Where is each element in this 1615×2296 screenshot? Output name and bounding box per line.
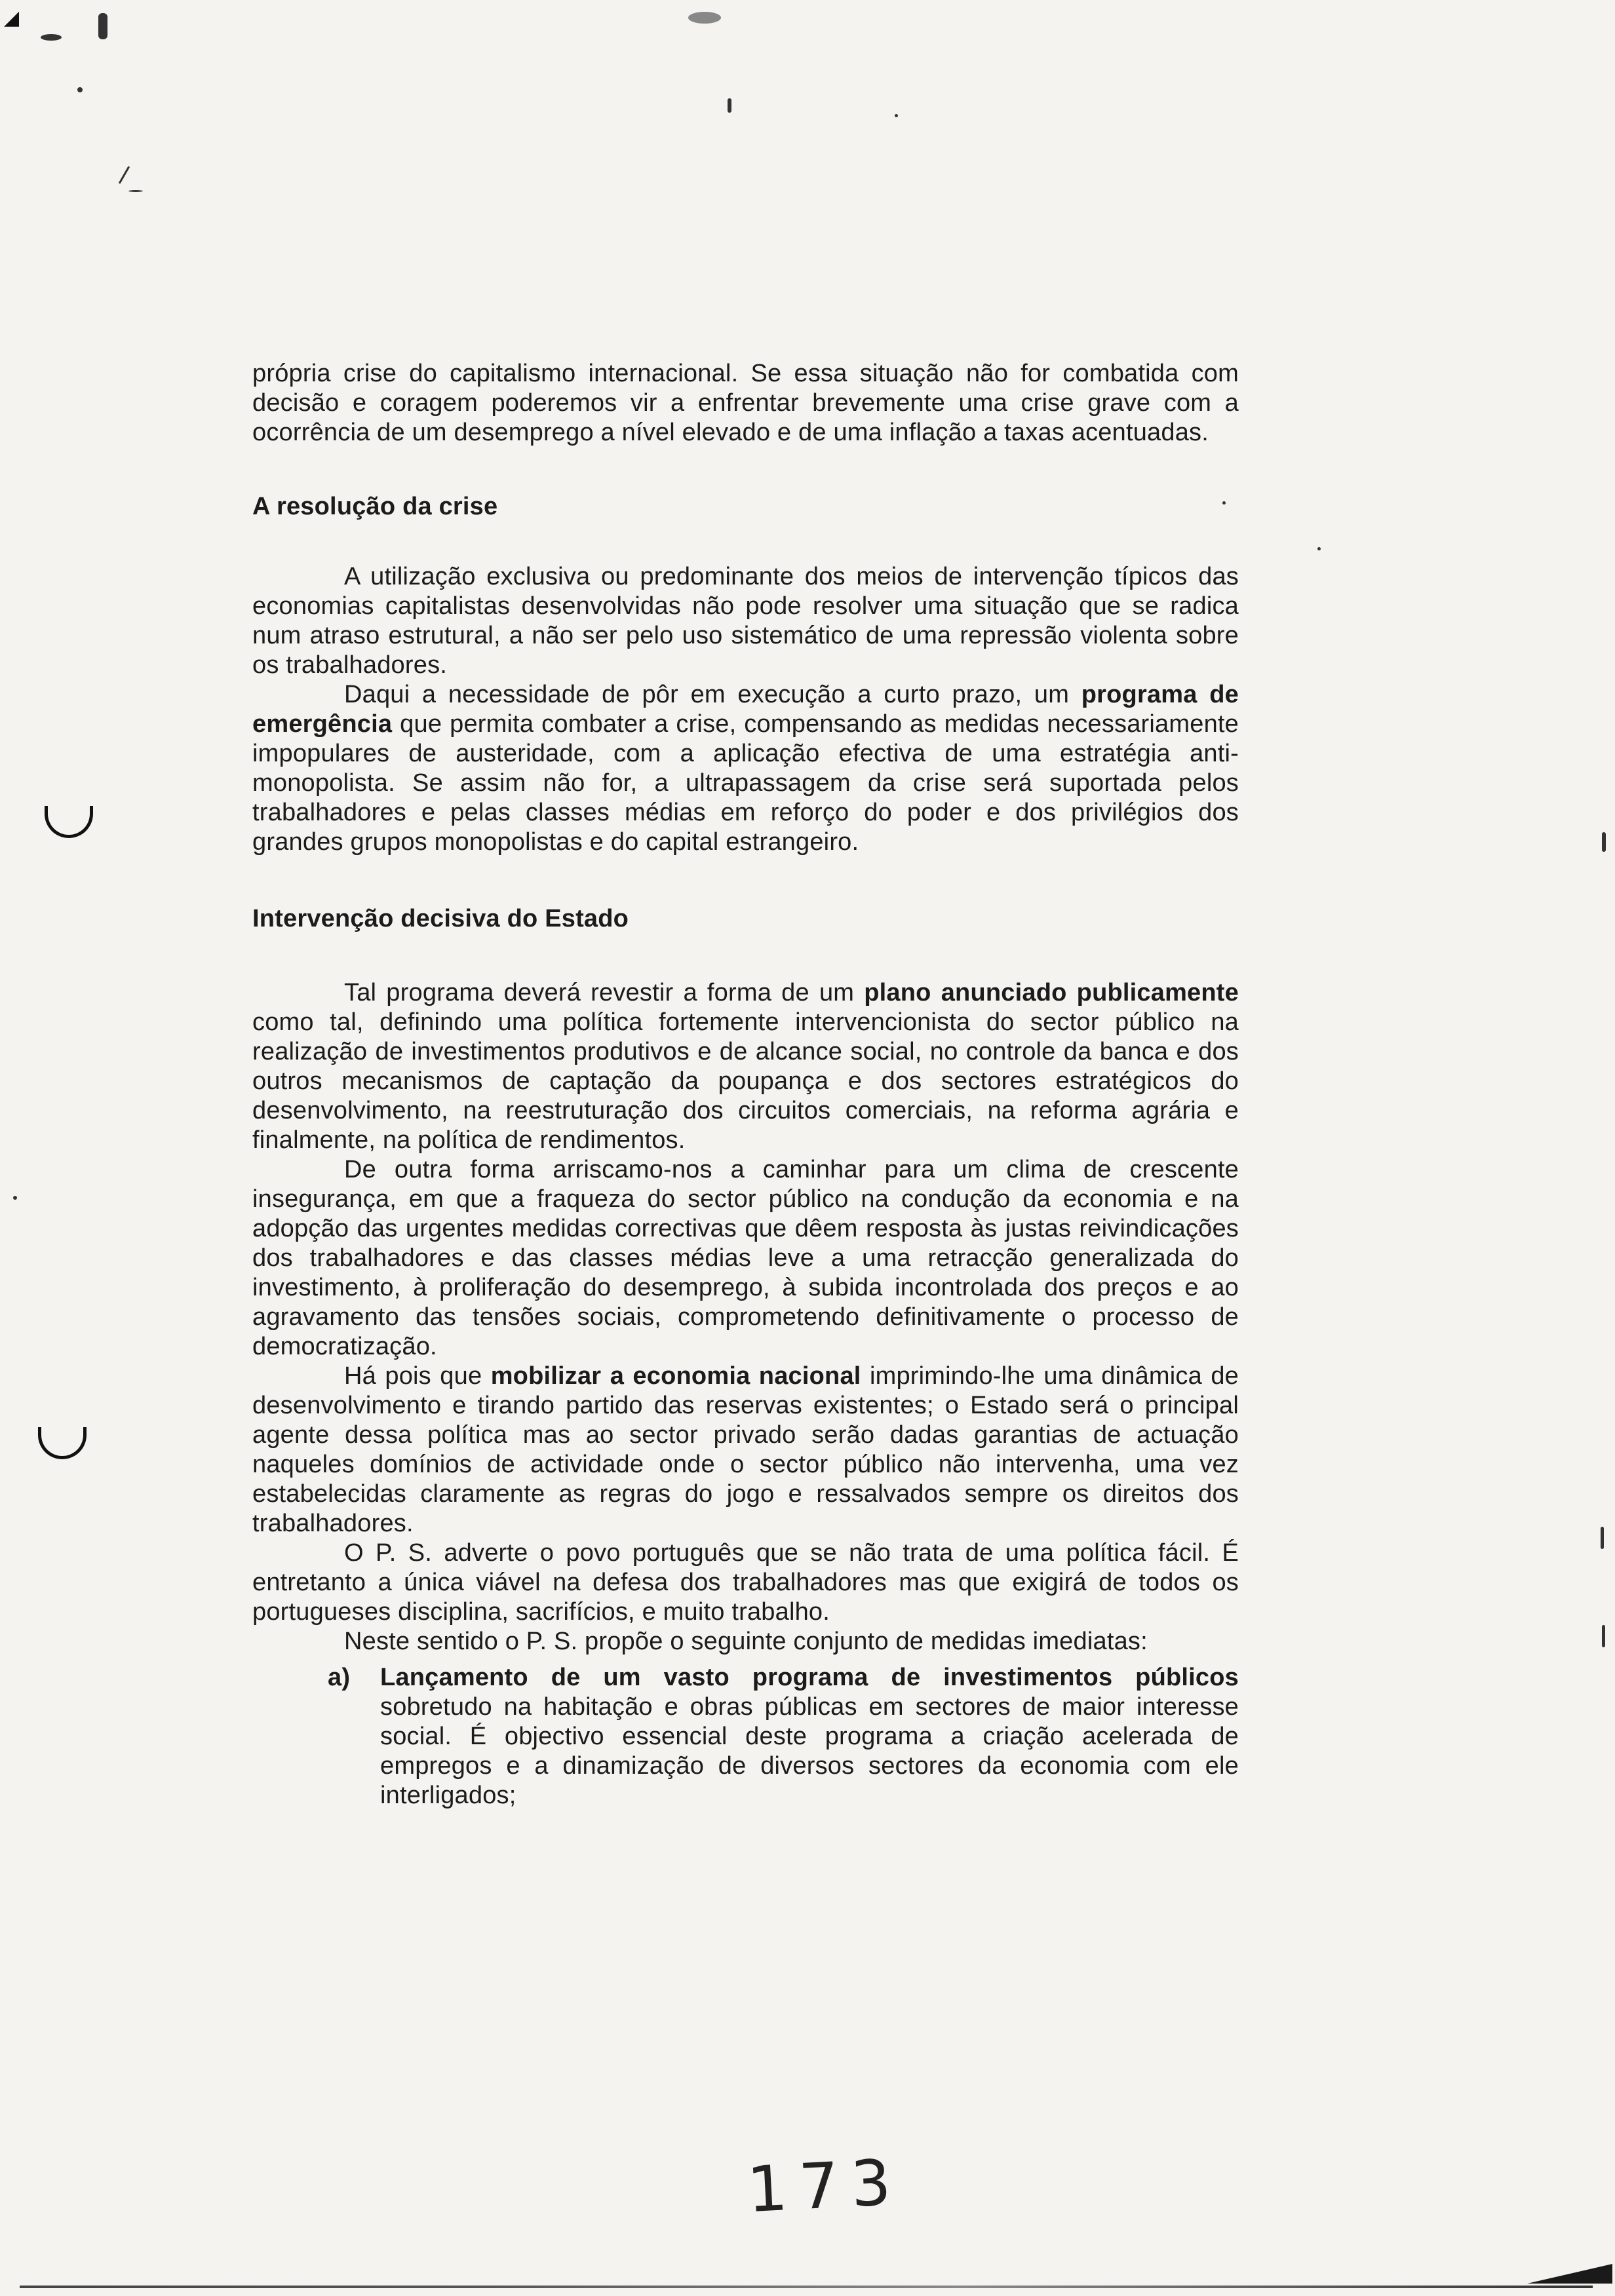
- list-item: [252, 1663, 1239, 1810]
- scan-mark-top-left: ◢: [4, 7, 20, 29]
- text-span: Há pois que: [344, 1362, 491, 1390]
- scan-speck: [119, 166, 130, 183]
- scan-speck: [1317, 547, 1321, 550]
- intro-paragraph: própria crise do capitalismo internacional. Se essa situação não for combatida com decisão e coragem poderemos vir a enfrentar brevemente uma crise grave com a ocorrência de um desemprego a nível elevado e de uma inflação a taxas acentuadas.: [252, 360, 1239, 446]
- document-body: [252, 359, 1239, 1810]
- section-heading-intervencao: Intervenção decisiva do Estado: [252, 905, 629, 932]
- text-span: que permita combater a crise, compensando as medidas necessariamente impopulares de austeridade, com a aplicação efectiva de uma estratégia anti-monopolista. Se assim não for, a ultrapassagem da crise será suportada pelos trabalhadores e pelas classes médias em reforço do poder e dos privilégios dos grandes grupos monopolistas e do capital estrangeiro.: [252, 710, 1239, 856]
- text-span: sobretudo na habitação e obras públicas em sectores de maior interesse social. É objectivo essencial deste programa a criação acelerada de empregos e a dinamização de diversos sectores da economia com ele interligados;: [380, 1693, 1239, 1809]
- scan-speck: [1602, 1625, 1605, 1647]
- text-span: Daqui a necessidade de pôr em execução a curto prazo, um: [344, 681, 1081, 708]
- scan-speck: [128, 190, 143, 192]
- bold-phrase: Lançamento de um vasto programa de investimentos públicos: [380, 1664, 1239, 1691]
- text-span: como tal, definindo uma política fortemente intervencionista do sector público na realização de investimentos produtivos e de alcance social, no controle da banca e dos outros mecanismos de captação da poupança e dos sectores estratégicos do desenvolvimento, na reestruturação dos circuitos comerciais, na reforma agrária e finalmente, na política de rendimentos.: [252, 1008, 1239, 1154]
- bold-phrase: plano anunciado publicamente: [864, 979, 1239, 1006]
- bold-phrase: mobilizar a economia nacional: [490, 1362, 861, 1390]
- scan-speck: [895, 114, 898, 117]
- scan-bottom-edge: [20, 2286, 1593, 2288]
- punch-hole: [38, 1427, 87, 1459]
- text-span: imprimindo-lhe uma dinâmica de desenvolvimento e tirando partido das reservas existentes; o Estado será o principal agente dessa política mas ao sector privado serão dadas garantias de actuação naqueles domínios de actividade onde o sector público não intervenha, uma vez estabelecidas claramente as regras do jogo e ressalvados sempre os direitos dos trabalhadores.: [252, 1362, 1239, 1537]
- scan-speck: [728, 98, 731, 113]
- text-span: Tal programa deverá revestir a forma de um: [344, 979, 865, 1006]
- page-number: 173: [745, 2145, 905, 2227]
- scan-speck: [98, 13, 107, 39]
- scan-speck: [688, 12, 721, 24]
- paragraph: [252, 1362, 1239, 1539]
- bold-phrase: programa de emergência: [252, 681, 1239, 738]
- paragraph: De outra forma arriscamo-nos a caminhar para um clima de crescente insegurança, em que a fraqueza do sector público na condução da economia e na adopção das urgentes medidas correctivas que dêem resposta às justas reivindicações dos trabalhadores e das classes médias leve a uma retracção generalizada do investimento, à proliferação do desemprego, à subida incontrolada dos preços e ao agravamento das tensões sociais, comprometendo definitivamente o processo de democratização.: [252, 1156, 1239, 1360]
- scan-bottom-corner: [1527, 2264, 1612, 2284]
- scan-speck: [77, 87, 83, 92]
- scan-speck: [13, 1196, 17, 1200]
- scan-speck: [41, 34, 62, 41]
- list-marker: a): [328, 1664, 351, 1691]
- paragraph: A utilização exclusiva ou predominante dos meios de intervenção típicos das economias capitalistas desenvolvidas não pode resolver uma situação que se radica num atraso estrutural, a não ser pelo uso sistemático de uma repressão violenta sobre os trabalhadores.: [252, 563, 1239, 679]
- section-heading-resolucao: A resolução da crise: [252, 493, 498, 520]
- paragraph: [252, 680, 1239, 857]
- scan-speck: [1602, 832, 1606, 852]
- paragraph: [252, 978, 1239, 1155]
- paragraph: Neste sentido o P. S. propõe o seguinte conjunto de medidas imediatas:: [344, 1628, 1148, 1655]
- scan-speck: [1601, 1527, 1604, 1549]
- paragraph: O P. S. adverte o povo português que se não trata de uma política fácil. É entretanto a única viável na defesa dos trabalhadores mas que exigirá de todos os portugueses disciplina, sacrifícios, e muito trabalho.: [252, 1539, 1239, 1626]
- punch-hole: [45, 806, 93, 838]
